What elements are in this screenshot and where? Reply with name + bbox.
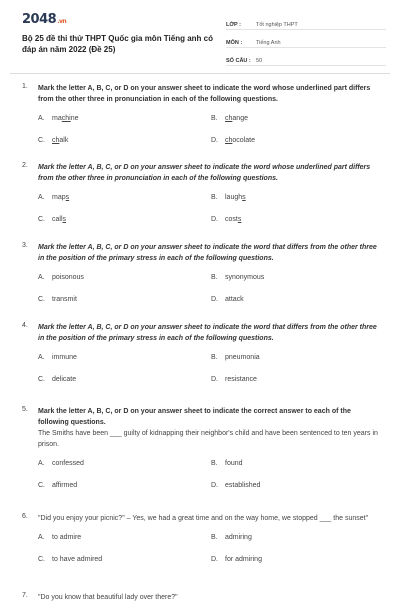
option-c[interactable]: C. affirmed	[38, 482, 78, 489]
meta-value: 50	[256, 58, 263, 64]
option-a[interactable]: A. poisonous	[38, 274, 84, 281]
option-d[interactable]: D. for admiring	[211, 556, 262, 563]
question-number: 5.	[22, 406, 28, 413]
option-c[interactable]: C. delicate	[38, 376, 77, 383]
document-meta	[226, 14, 386, 68]
option-b[interactable]: B. found	[211, 460, 243, 467]
question-6	[22, 513, 382, 568]
question-instruction: Mark the letter A, B, C, or D on your answer sheet to indicate the word that differs from the other three in the position of the primary stress in each of the following questions.	[38, 324, 377, 342]
meta-row-class	[226, 14, 386, 30]
question-number: 1.	[22, 83, 28, 90]
question-7	[22, 592, 382, 603]
option-b[interactable]: B. synonymous	[211, 274, 265, 281]
question-number: 2.	[22, 162, 28, 169]
answer-options	[38, 194, 382, 228]
option-d[interactable]: D. established	[211, 482, 261, 489]
question-2	[22, 162, 382, 228]
document-header	[0, 0, 400, 68]
question-number: 7.	[22, 592, 28, 599]
question-instruction: Mark the letter A, B, C, or D on your answer sheet to indicate the word that differs from the other three in the position of the primary stress in each of the following questions.	[38, 244, 377, 262]
question-1	[22, 83, 382, 149]
option-b[interactable]: B. change	[211, 115, 248, 122]
answer-options	[38, 534, 382, 568]
option-b[interactable]: B. laughs	[211, 194, 246, 201]
option-a[interactable]: A. maps	[38, 194, 70, 201]
option-c[interactable]: C. calls	[38, 216, 67, 223]
question-stem: "Did you enjoy your picnic?" – Yes, we had a great time and on the way home, we stopped ___ the sunset"	[38, 515, 369, 522]
option-c[interactable]: C. chalk	[38, 137, 69, 144]
document-title: Bộ 25 đề thi thử THPT Quốc gia môn Tiếng anh có đáp án năm 2022 (Đề 25)	[22, 34, 213, 54]
question-instruction: Mark the letter A, B, C, or D on your answer sheet to indicate the correct answer to each of the following questions.	[38, 408, 351, 426]
header-divider	[10, 73, 390, 74]
answer-options	[38, 354, 382, 388]
question-number: 4.	[22, 322, 28, 329]
question-5	[22, 406, 382, 494]
option-b[interactable]: B. admiring	[211, 534, 252, 541]
option-c[interactable]: C. to have admired	[38, 556, 103, 563]
option-b[interactable]: B. pneumonia	[211, 354, 260, 361]
answer-options	[38, 274, 382, 308]
site-logo[interactable]: 2048.vn	[22, 12, 67, 27]
meta-row-subject	[226, 32, 386, 48]
meta-value: Tiếng Anh	[256, 40, 281, 46]
option-d[interactable]: D. resistance	[211, 376, 257, 383]
option-a[interactable]: A. machine	[38, 115, 79, 122]
option-d[interactable]: D. attack	[211, 296, 244, 303]
option-a[interactable]: A. confessed	[38, 460, 84, 467]
option-d[interactable]: D. costs	[211, 216, 242, 223]
option-d[interactable]: D. chocolate	[211, 137, 255, 144]
question-3	[22, 242, 382, 308]
answer-options	[38, 115, 382, 149]
question-instruction: Mark the letter A, B, C, or D on your answer sheet to indicate the word whose underlined part differs from the other three in pronunciation in each of the following questions.	[38, 164, 371, 182]
answer-options	[38, 460, 382, 494]
question-number: 3.	[22, 242, 28, 249]
question-stem: The Smiths have been ___ guilty of kidnapping their neighbor's child and have been sentenced to ten years in prison.	[38, 430, 378, 448]
meta-label: LỚP :	[226, 22, 241, 28]
option-a[interactable]: A. immune	[38, 354, 77, 361]
question-stem: "Do you know that beautiful lady over there?"	[38, 594, 178, 601]
question-number: 6.	[22, 513, 28, 520]
option-a[interactable]: A. to admire	[38, 534, 82, 541]
meta-label: MÔN :	[226, 40, 243, 46]
question-4	[22, 322, 382, 388]
meta-row-question-count	[226, 50, 386, 66]
question-instruction: Mark the letter A, B, C, or D on your answer sheet to indicate the word whose underlined part differs from the other three in pronunciation in each of the following questions.	[38, 85, 371, 103]
meta-label: SỐ CÂU :	[226, 58, 251, 64]
option-c[interactable]: C. transmit	[38, 296, 77, 303]
meta-value: Tốt nghiệp THPT	[256, 22, 298, 28]
